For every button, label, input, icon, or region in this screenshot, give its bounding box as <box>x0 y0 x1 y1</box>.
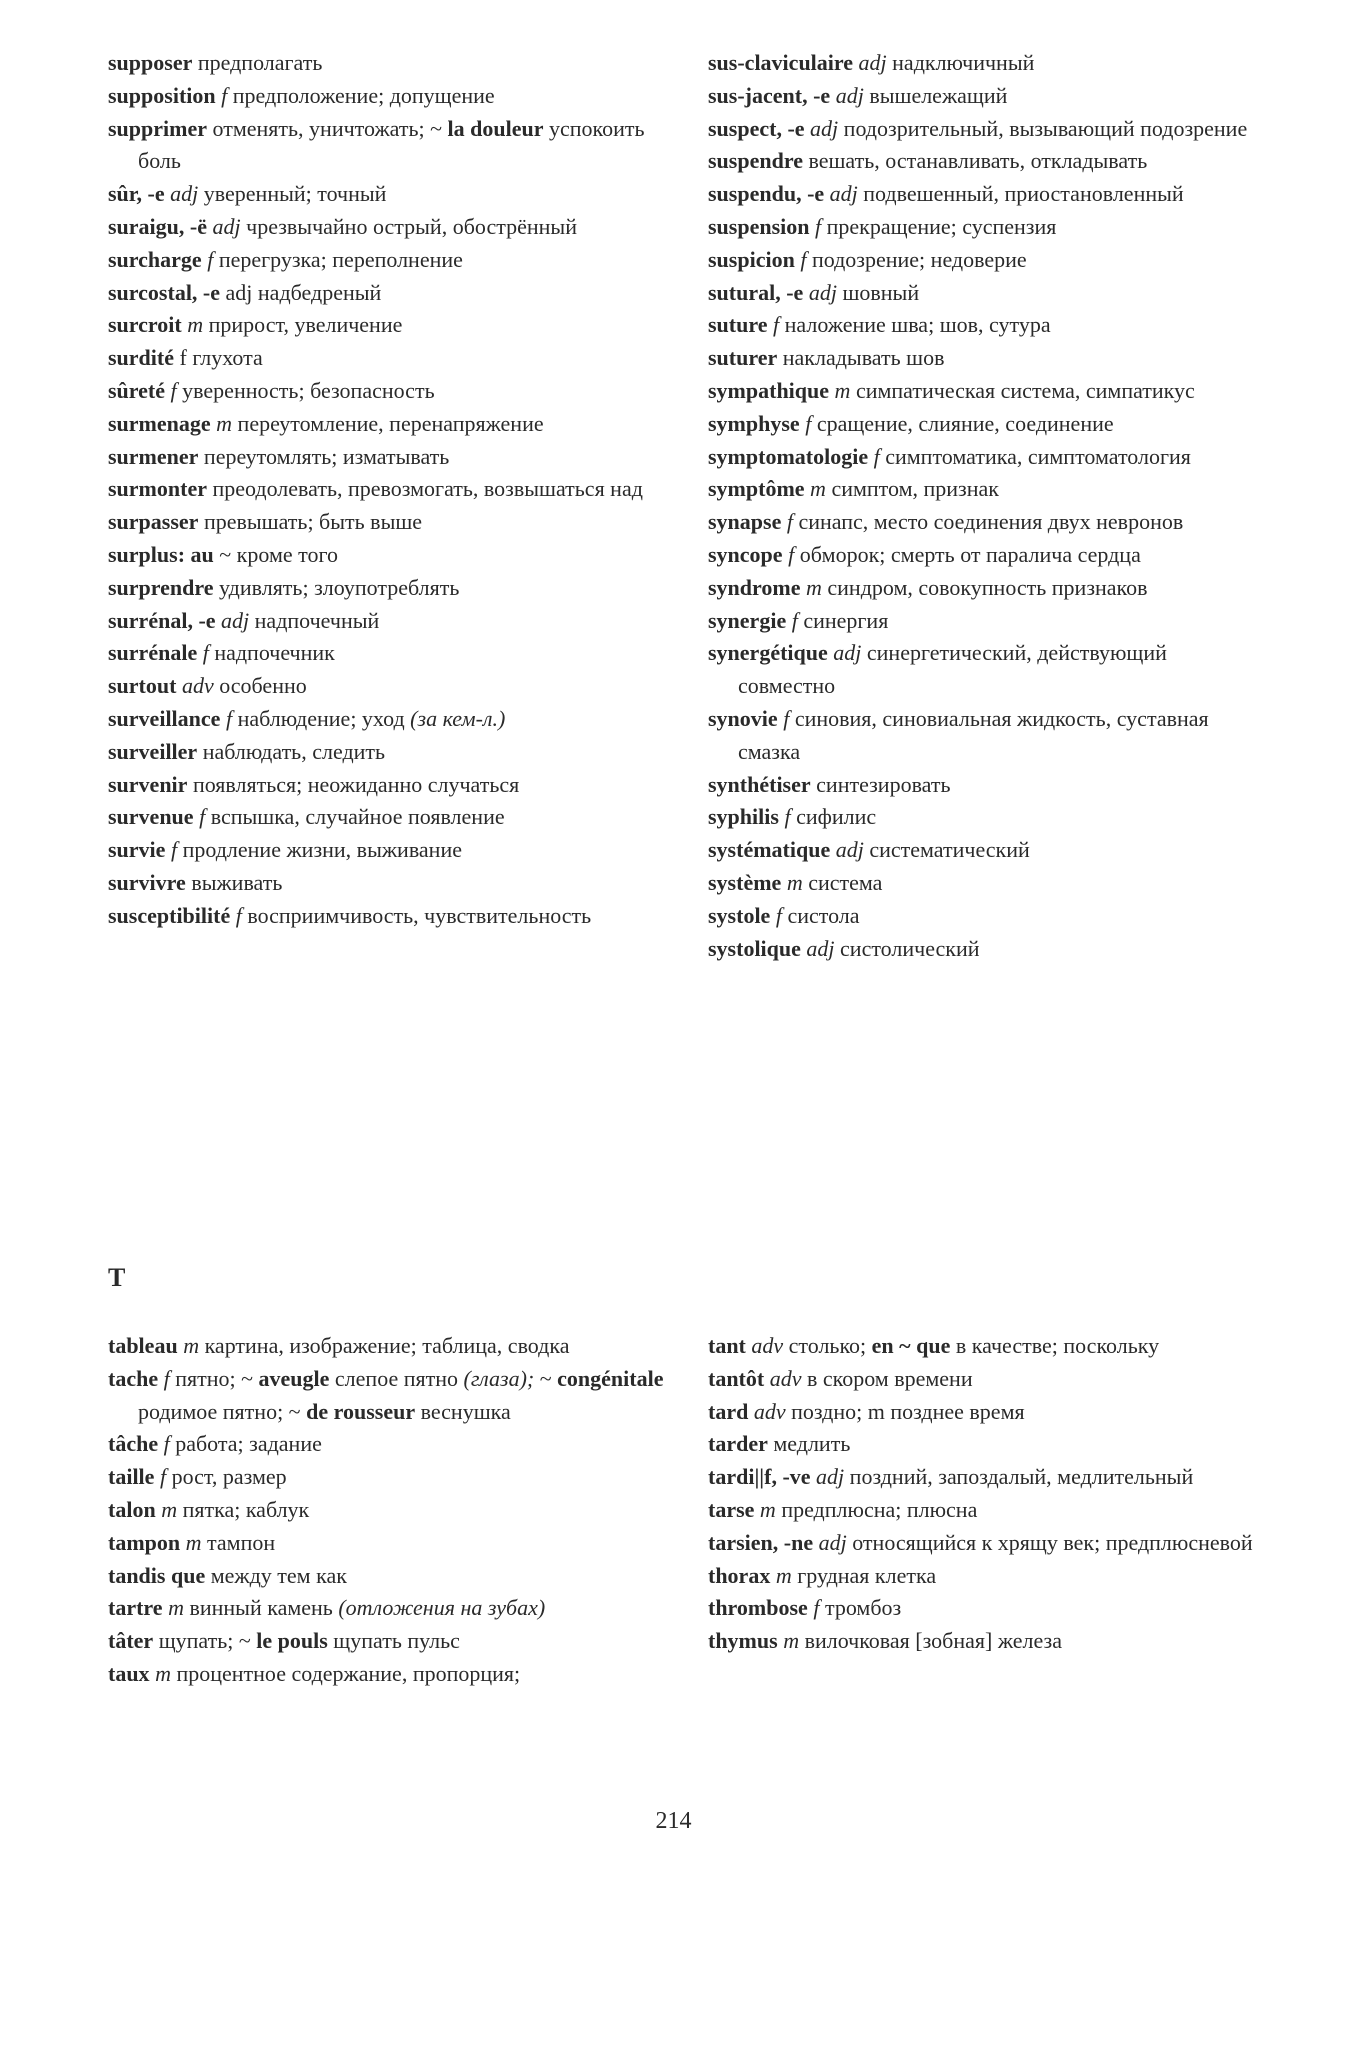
entry-translation: в качестве; поскольку <box>950 1333 1160 1358</box>
entry-grammar-mark: (за кем-л.) <box>410 705 506 731</box>
entry-translation: синергетический, действующий совместно <box>738 640 1167 699</box>
dictionary-entry <box>108 834 668 867</box>
entry-headword: surplus: au <box>108 541 214 567</box>
dictionary-entry <box>108 1461 668 1494</box>
entry-translation: симптом, признак <box>825 476 999 502</box>
dictionary-entry <box>108 1658 668 1691</box>
entry-grammar-mark: m <box>754 1496 776 1522</box>
dictionary-entry <box>108 637 668 670</box>
entry-grammar-mark: adj <box>215 607 250 633</box>
entry-grammar-mark: m <box>777 1628 800 1654</box>
entry-translation: работа; задание <box>169 1431 322 1457</box>
dictionary-entry <box>108 473 668 506</box>
column-s-left <box>108 47 668 933</box>
entry-grammar-mark: m <box>800 574 822 600</box>
entry-headword: symphyse <box>708 410 800 436</box>
entry-headword: surcostal, -e <box>108 279 221 305</box>
entry-translation: вилочковая [зобная] железа <box>799 1628 1062 1654</box>
dictionary-entry <box>708 473 1268 506</box>
dictionary-entry <box>708 80 1268 113</box>
entry-headword: tâter <box>108 1628 154 1654</box>
entry-grammar-mark: adv <box>176 673 214 699</box>
entry-grammar-mark: adv <box>764 1365 802 1391</box>
entry-translation: удивлять; злоупотреблять <box>213 574 460 600</box>
dictionary-entry <box>708 408 1268 441</box>
dictionary-entry <box>108 572 668 605</box>
dictionary-entry <box>108 1560 668 1593</box>
entry-grammar-mark: f <box>778 804 791 830</box>
entry-translation: относящийся к хрящу век; предплюсневой <box>846 1529 1253 1555</box>
entry-headword: synovie <box>708 705 778 731</box>
entry-headword: le pouls <box>256 1628 328 1654</box>
entry-grammar-mark: f <box>230 902 242 928</box>
entry-grammar-mark: adj <box>830 837 864 863</box>
dictionary-entry <box>708 1461 1268 1494</box>
entry-grammar-mark: f <box>193 804 206 830</box>
entry-headword: surveiller <box>108 738 198 764</box>
dictionary-entry <box>708 1428 1268 1461</box>
entry-grammar-mark: f <box>197 640 209 666</box>
entry-translation: подозрение; недоверие <box>806 246 1027 272</box>
entry-grammar-mark: m <box>180 1529 202 1555</box>
entry-grammar-mark: f <box>782 541 795 567</box>
entry-headword: de rousseur <box>306 1398 416 1424</box>
entry-headword: synthétiser <box>708 771 811 797</box>
entry-headword: supprimer <box>108 115 207 141</box>
entry-headword: suture <box>708 312 768 338</box>
entry-headword: tantôt <box>708 1365 765 1391</box>
dictionary-entry <box>708 113 1268 146</box>
entry-translation: тампон <box>201 1529 276 1555</box>
entry-headword: tampon <box>108 1529 181 1555</box>
dictionary-entry <box>108 506 668 539</box>
entry-headword: syndrome <box>708 574 801 600</box>
entry-grammar-mark: f <box>777 705 790 731</box>
entry-headword: taux <box>108 1660 150 1686</box>
entry-translation: восприимчивость, чувствительность <box>241 902 592 928</box>
entry-grammar-mark: adj <box>827 640 862 666</box>
entry-translation: синдром, совокупность признаков <box>821 574 1148 600</box>
entry-headword: tant <box>708 1333 746 1358</box>
dictionary-entry <box>708 47 1268 80</box>
dictionary-entry <box>108 309 668 342</box>
entry-translation: ~ кроме того <box>213 541 338 567</box>
entry-grammar-mark: f <box>215 82 228 108</box>
entry-grammar-mark: adj <box>800 935 835 961</box>
dictionary-entry <box>108 769 668 802</box>
entry-translation: синапс, место соединения двух невронов <box>792 509 1184 535</box>
dictionary-entry <box>708 145 1268 178</box>
entry-headword: sus-claviculaire <box>708 50 854 75</box>
dictionary-entry <box>708 801 1268 834</box>
entry-headword: la douleur <box>447 115 544 141</box>
entry-grammar-mark: adj <box>804 115 839 141</box>
entry-translation: процентное содержание, пропорция; <box>170 1660 521 1686</box>
dictionary-entry <box>708 178 1268 211</box>
entry-grammar-mark: adj <box>813 1529 847 1555</box>
entry-headword: survie <box>108 837 166 863</box>
entry-headword: synapse <box>708 509 782 535</box>
entry-grammar-mark: (глаза); <box>463 1365 535 1391</box>
entry-headword: systolique <box>708 935 801 961</box>
entry-translation: успокоить боль <box>138 115 645 174</box>
entry-headword: tarsien, -ne <box>708 1529 814 1555</box>
dictionary-entry <box>108 1592 668 1625</box>
column-t-right <box>708 1330 1268 1658</box>
entry-headword: tache <box>108 1365 159 1391</box>
entry-headword: surpasser <box>108 509 199 535</box>
entry-translation: уверенный; точный <box>198 181 387 207</box>
dictionary-entry <box>708 1625 1268 1658</box>
dictionary-entry <box>708 309 1268 342</box>
entry-headword: susceptibilité <box>108 902 231 928</box>
entry-headword: tableau <box>108 1333 178 1358</box>
entry-headword: symptomatologie <box>708 443 869 469</box>
entry-translation: обморок; смерть от паралича сердца <box>794 541 1141 567</box>
dictionary-entry <box>108 178 668 211</box>
dictionary-entry <box>108 605 668 638</box>
entry-grammar-mark: adj <box>810 1464 845 1490</box>
entry-grammar-mark: f <box>158 1365 170 1391</box>
entry-headword: suspicion <box>708 246 795 272</box>
dictionary-entry <box>708 441 1268 474</box>
dictionary-entry <box>708 605 1268 638</box>
dictionary-entry <box>108 342 668 375</box>
entry-headword: suraigu, -ë <box>108 213 207 239</box>
entry-headword: tardi||f, -ve <box>708 1464 811 1490</box>
dictionary-entry <box>708 867 1268 900</box>
entry-headword: syncope <box>708 541 783 567</box>
entry-headword: surcroit <box>108 312 182 338</box>
entry-translation: веснушка <box>415 1398 511 1424</box>
entry-grammar-mark: m <box>770 1562 792 1588</box>
entry-grammar-mark: f <box>165 377 177 403</box>
entry-translation: особенно <box>213 673 307 699</box>
entry-headword: suspendre <box>708 148 803 174</box>
entry-translation: рост, размер <box>166 1464 287 1490</box>
dictionary-entry <box>108 80 668 113</box>
entry-translation: подвешенный, приостановленный <box>857 181 1184 207</box>
entry-translation: наложение шва; шов, сутура <box>779 312 1051 338</box>
entry-translation: чрезвычайно острый, обострённый <box>240 213 577 239</box>
dictionary-entry <box>708 375 1268 408</box>
entry-translation: столько; <box>783 1333 872 1358</box>
entry-headword: suspension <box>708 213 810 239</box>
entry-headword: thrombose <box>708 1595 808 1621</box>
dictionary-entry <box>108 441 668 474</box>
entry-grammar-mark: adj <box>824 181 858 207</box>
entry-headword: systématique <box>708 837 831 863</box>
dictionary-entry <box>108 900 668 933</box>
entry-translation: картина, изображение; таблица, сводка <box>199 1333 570 1358</box>
entry-translation: щупать; ~ <box>153 1628 257 1654</box>
entry-headword: en ~ que <box>871 1333 951 1358</box>
entry-grammar-mark: adj <box>853 50 887 75</box>
entry-grammar-mark: adj <box>830 82 864 108</box>
entry-translation: выживать <box>185 869 283 895</box>
entry-grammar-mark: m <box>829 377 851 403</box>
entry-translation: сращение, слияние, соединение <box>811 410 1114 436</box>
entry-translation: шовный <box>836 279 920 305</box>
dictionary-entry <box>708 703 1268 769</box>
entry-headword: synergie <box>708 607 787 633</box>
entry-headword: taille <box>108 1464 155 1490</box>
entry-translation: вспышка, случайное появление <box>205 804 505 830</box>
entry-grammar-mark: f <box>809 213 822 239</box>
dictionary-entry <box>108 670 668 703</box>
dictionary-entry <box>708 1494 1268 1527</box>
entry-translation: тромбоз <box>819 1595 902 1621</box>
entry-headword: tandis que <box>108 1562 206 1588</box>
entry-grammar-mark: f <box>165 837 178 863</box>
entry-translation: предположение; допущение <box>227 82 495 108</box>
entry-translation: f глухота <box>174 345 263 371</box>
entry-headword: supposition <box>108 82 216 108</box>
entry-grammar-mark: f <box>220 705 233 731</box>
entry-headword: thorax <box>708 1562 771 1588</box>
dictionary-entry <box>108 1494 668 1527</box>
entry-translation: синтезировать <box>810 771 951 797</box>
entry-headword: sympathique <box>708 377 830 403</box>
entry-translation: вешать, останавливать, откладывать <box>802 148 1148 174</box>
dictionary-entry <box>108 408 668 441</box>
entry-translation: вышележащий <box>863 82 1008 108</box>
entry-headword: surmonter <box>108 476 207 502</box>
entry-translation: предплюсна; плюсна <box>775 1496 978 1522</box>
entry-headword: surrénal, -e <box>108 607 216 633</box>
dictionary-entry <box>708 277 1268 310</box>
entry-grammar-mark: adj <box>164 181 199 207</box>
entry-translation: adj надбедреный <box>220 279 382 305</box>
entry-headword: surveillance <box>108 705 221 731</box>
entry-translation: прирост, увеличение <box>203 312 403 338</box>
dictionary-entry <box>108 375 668 408</box>
entry-headword: suturer <box>708 345 778 371</box>
entry-headword: survenir <box>108 771 188 797</box>
dictionary-entry <box>108 1527 668 1560</box>
column-t-left <box>108 1330 668 1691</box>
entry-grammar-mark: f <box>158 1431 170 1457</box>
entry-headword: tartre <box>108 1595 163 1621</box>
entry-grammar-mark: adv <box>748 1398 786 1424</box>
entry-translation: медлить <box>767 1431 851 1457</box>
entry-headword: sus-jacent, -e <box>708 82 831 108</box>
entry-translation: подозрительный, вызывающий подозрение <box>838 115 1248 141</box>
entry-translation: пятка; каблук <box>177 1496 310 1522</box>
dictionary-entry <box>708 1560 1268 1593</box>
dictionary-entry <box>108 47 668 80</box>
dictionary-entry <box>708 572 1268 605</box>
entry-headword: tard <box>708 1398 749 1424</box>
entry-translation: наблюдение; уход <box>232 705 411 731</box>
entry-headword: surmenage <box>108 410 211 436</box>
entry-translation: пятно; ~ <box>169 1365 259 1391</box>
entry-headword: aveugle <box>258 1365 330 1391</box>
entry-translation: симпатическая система, симпатикус <box>850 377 1195 403</box>
entry-translation: переутомление, перенапряжение <box>232 410 544 436</box>
entry-headword: sûreté <box>108 377 166 403</box>
entry-headword: sûr, -e <box>108 181 165 207</box>
entry-grammar-mark: f <box>786 607 798 633</box>
entry-translation: родимое пятно; ~ <box>138 1398 307 1424</box>
entry-headword: supposer <box>108 50 193 75</box>
entry-translation: наблюдать, следить <box>197 738 386 764</box>
dictionary-entry <box>108 801 668 834</box>
entry-translation: поздно; m позднее время <box>785 1398 1025 1424</box>
dictionary-entry <box>708 539 1268 572</box>
dictionary-entry <box>708 1363 1268 1396</box>
entry-headword: suspect, -e <box>708 115 805 141</box>
entry-headword: synergétique <box>708 640 828 666</box>
dictionary-entry <box>108 244 668 277</box>
entry-translation: систематический <box>863 837 1030 863</box>
dictionary-entry <box>708 1527 1268 1560</box>
dictionary-entry <box>108 1428 668 1461</box>
dictionary-entry <box>708 506 1268 539</box>
entry-translation: грудная клетка <box>791 1562 937 1588</box>
entry-headword: tâche <box>108 1431 159 1457</box>
entry-headword: survenue <box>108 804 194 830</box>
entry-grammar-mark: f <box>794 246 807 272</box>
dictionary-entry <box>108 736 668 769</box>
entry-translation: надключичный <box>886 50 1035 75</box>
entry-grammar-mark: f <box>868 443 880 469</box>
dictionary-entry <box>108 1330 668 1363</box>
entry-headword: tarder <box>708 1431 768 1457</box>
entry-grammar-mark: m <box>804 476 826 502</box>
entry-translation: поздний, запоздалый, медлительный <box>844 1464 1194 1490</box>
entry-translation: уверенность; безопасность <box>176 377 435 403</box>
entry-grammar-mark: f <box>154 1464 167 1490</box>
entry-translation: сифилис <box>790 804 877 830</box>
entry-translation: преодолевать, превозмогать, возвышаться над <box>206 476 643 502</box>
entry-grammar-mark: f <box>770 902 782 928</box>
entry-grammar-mark: f <box>807 1595 820 1621</box>
entry-headword: surdité <box>108 345 174 371</box>
entry-translation: в скором времени <box>801 1365 973 1391</box>
entry-translation: продление жизни, выживание <box>177 837 462 863</box>
entry-headword: suspendu, -e <box>708 181 825 207</box>
entry-grammar-mark: adv <box>745 1333 784 1358</box>
entry-translation: синергия <box>797 607 889 633</box>
entry-translation: превышать; быть выше <box>198 509 423 535</box>
section-letter-heading: T <box>108 1263 126 1292</box>
entry-translation: система <box>802 869 883 895</box>
entry-grammar-mark: (отложения на зубах) <box>338 1595 546 1621</box>
entry-headword: systole <box>708 902 771 928</box>
entry-headword: système <box>708 869 782 895</box>
dictionary-entry <box>708 211 1268 244</box>
entry-headword: congénitale <box>557 1365 664 1391</box>
entry-grammar-mark: adj <box>207 213 241 239</box>
dictionary-entry <box>108 1363 668 1429</box>
entry-grammar-mark: adj <box>803 279 837 305</box>
dictionary-entry <box>108 703 668 736</box>
dictionary-entry <box>108 211 668 244</box>
entry-headword: surcharge <box>108 246 202 272</box>
dictionary-entry <box>108 867 668 900</box>
dictionary-entry <box>108 539 668 572</box>
entry-headword: tarse <box>708 1496 755 1522</box>
entry-translation: переутомлять; изматывать <box>198 443 450 469</box>
entry-translation: предполагать <box>192 50 323 75</box>
entry-grammar-mark: m <box>155 1496 178 1522</box>
entry-translation: появляться; неожиданно случаться <box>187 771 520 797</box>
dictionary-entry <box>708 769 1268 802</box>
dictionary-entry <box>708 244 1268 277</box>
entry-headword: syphilis <box>708 804 779 830</box>
dictionary-entry <box>108 113 668 179</box>
entry-translation: накладывать шов <box>777 345 945 371</box>
entry-translation: синовия, синовиальная жидкость, суставная смазка <box>738 705 1209 764</box>
entry-translation: надпочечник <box>208 640 335 666</box>
entry-headword: surmener <box>108 443 199 469</box>
entry-headword: surprendre <box>108 574 214 600</box>
entry-headword: surrénale <box>108 640 198 666</box>
entry-grammar-mark: f <box>767 312 780 338</box>
dictionary-entry <box>708 900 1268 933</box>
page-number: 214 <box>655 1808 692 1834</box>
entry-translation: прекращение; суспензия <box>821 213 1057 239</box>
dictionary-entry <box>708 834 1268 867</box>
entry-translation: систолический <box>834 935 980 961</box>
entry-grammar-mark: m <box>181 312 204 338</box>
entry-headword: symptôme <box>708 476 805 502</box>
entry-headword: thymus <box>708 1628 778 1654</box>
entry-headword: surtout <box>108 673 177 699</box>
entry-translation: щупать пульс <box>327 1628 460 1654</box>
entry-translation: отменять, уничтожать; ~ <box>207 115 448 141</box>
entry-headword: sutural, -e <box>708 279 804 305</box>
entry-translation: симптоматика, симптоматология <box>879 443 1191 469</box>
entry-translation: между тем как <box>205 1562 347 1588</box>
dictionary-entry <box>108 277 668 310</box>
dictionary-entry <box>708 1330 1268 1363</box>
entry-grammar-mark: m <box>177 1333 200 1358</box>
entry-grammar-mark: m <box>149 1660 171 1686</box>
entry-translation: систола <box>781 902 860 928</box>
entry-grammar-mark: f <box>201 246 214 272</box>
entry-headword: survivre <box>108 869 186 895</box>
entry-translation: перегрузка; переполнение <box>213 246 463 272</box>
entry-grammar-mark: m <box>210 410 233 436</box>
column-s-right <box>708 47 1268 965</box>
dictionary-entry <box>708 637 1268 703</box>
dictionary-entry <box>708 933 1268 966</box>
entry-grammar-mark: f <box>799 410 812 436</box>
entry-grammar-mark: m <box>162 1595 184 1621</box>
dictionary-entry <box>708 342 1268 375</box>
entry-grammar-mark: f <box>781 509 793 535</box>
dictionary-entry <box>708 1396 1268 1429</box>
entry-translation: слепое пятно <box>329 1365 464 1391</box>
entry-headword: talon <box>108 1496 156 1522</box>
entry-translation: ~ <box>534 1365 558 1391</box>
dictionary-entry <box>708 1592 1268 1625</box>
dictionary-entry <box>108 1625 668 1658</box>
entry-translation: надпочечный <box>249 607 380 633</box>
entry-translation: винный камень <box>183 1595 339 1621</box>
entry-grammar-mark: m <box>781 869 803 895</box>
